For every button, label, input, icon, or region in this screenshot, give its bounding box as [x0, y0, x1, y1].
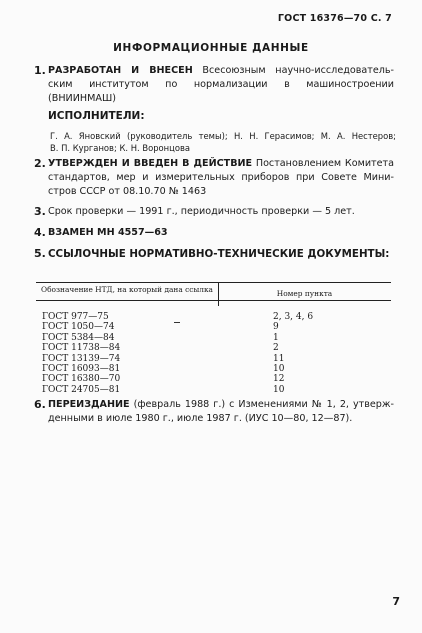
- section-5-text: ССЫЛОЧНЫЕ НОРМАТИВНО-ТЕХНИЧЕСКИЕ ДОКУМЕНТЫ:: [48, 248, 390, 260]
- section-3-text: Срок проверки — 1991 г., периодичность проверки — 5 лет.: [48, 206, 355, 217]
- section-6-line-1: ПЕРЕИЗДАНИЕ (февраль 1988 г.) с Изменениями № 1, 2, утверж-: [48, 399, 394, 410]
- table-cell-document: ГОСТ 24705—81: [42, 384, 121, 395]
- section-5: [34, 247, 394, 261]
- section-4-text: ВЗАМЕН МН 4557—63: [48, 227, 168, 238]
- section-6-heading: ПЕРЕИЗДАНИЕ: [48, 399, 130, 410]
- table-column-items: [273, 312, 313, 395]
- section-1-number: 1.: [34, 64, 46, 77]
- page-number: 7: [392, 595, 400, 608]
- page-title: ИНФОРМАЦИОННЫЕ ДАННЫЕ: [113, 42, 309, 54]
- table-cell-document: ГОСТ 5384—84: [42, 332, 115, 343]
- table-cell-document: ГОСТ 16093—81: [42, 364, 121, 375]
- section-6: [34, 398, 394, 426]
- table-cell-item: 10: [273, 364, 285, 375]
- table-cell-item: 9: [273, 322, 279, 333]
- section-5-number: 5.: [34, 247, 46, 260]
- performers-block: [34, 109, 394, 123]
- performers-line-1: Г. А. Яновский (руководитель темы); Н. Н. Герасимов; М. А. Нестеров;: [50, 131, 396, 141]
- section-4: [34, 226, 394, 240]
- section-6-number: 6.: [34, 398, 46, 411]
- section-3-number: 3.: [34, 205, 46, 218]
- table-cell-item: 2: [273, 343, 279, 354]
- table-top-rule: [36, 282, 391, 283]
- stray-mark: [174, 322, 180, 323]
- section-1-heading: РАЗРАБОТАН И ВНЕСЕН: [48, 65, 193, 76]
- performers-label: ИСПОЛНИТЕЛИ:: [48, 110, 145, 122]
- table-cell-item: 2, 3, 4, 6: [273, 312, 314, 322]
- section-2-line-1: УТВЕРЖДЕН И ВВЕДЕН В ДЕЙСТВИЕ Постановлением Комитета: [48, 158, 395, 169]
- table-cell-document: ГОСТ 977—75: [42, 312, 109, 322]
- section-6-line-2: денными в июле 1980 г., июле 1987 г. (ИУС 10—80, 12—87).: [48, 413, 353, 424]
- section-2-number: 2.: [34, 157, 46, 170]
- table-cell-document: ГОСТ 16380—70: [42, 374, 121, 385]
- performers-list: [50, 130, 396, 154]
- table-header-item: Номер пункта: [276, 289, 333, 298]
- section-1-line-3: (ВНИИНМАШ): [48, 93, 116, 104]
- table-column-documents: [42, 312, 120, 395]
- table-cell-item: 12: [273, 374, 285, 385]
- section-2-line-3: стров СССР от 08.10.70 № 1463: [48, 186, 207, 197]
- table-cell-document: ГОСТ 13139—74: [42, 353, 121, 364]
- section-2: [34, 157, 394, 199]
- performers-line-2: В. П. Курганов; К. Н. Воронцова: [50, 143, 191, 153]
- section-1: [34, 64, 394, 106]
- section-2-heading: УТВЕРЖДЕН И ВВЕДЕН В ДЕЙСТВИЕ: [48, 158, 253, 169]
- table-header-rule: [36, 300, 391, 301]
- page-header: ГОСТ 16376—70 С. 7: [277, 13, 392, 24]
- table-cell-document: ГОСТ 11738—84: [42, 343, 121, 354]
- section-4-number: 4.: [34, 226, 46, 239]
- table-header-document: Обозначение НТД, на который дана ссылка: [41, 285, 213, 294]
- section-2-line-2: стандартов, мер и измерительных приборов при Совете Мини-: [48, 172, 394, 183]
- table-cell-item: 10: [273, 384, 285, 395]
- table-cell-item: 11: [273, 353, 285, 364]
- table-cell-document: ГОСТ 1050—74: [42, 322, 115, 333]
- section-3: [34, 205, 394, 219]
- section-1-line-2: ским институтом по нормализации в машиностроении: [48, 79, 394, 90]
- table-cell-item: 1: [273, 332, 279, 343]
- section-1-line-1: РАЗРАБОТАН И ВНЕСЕН Всесоюзным научно-исследователь-: [48, 65, 394, 76]
